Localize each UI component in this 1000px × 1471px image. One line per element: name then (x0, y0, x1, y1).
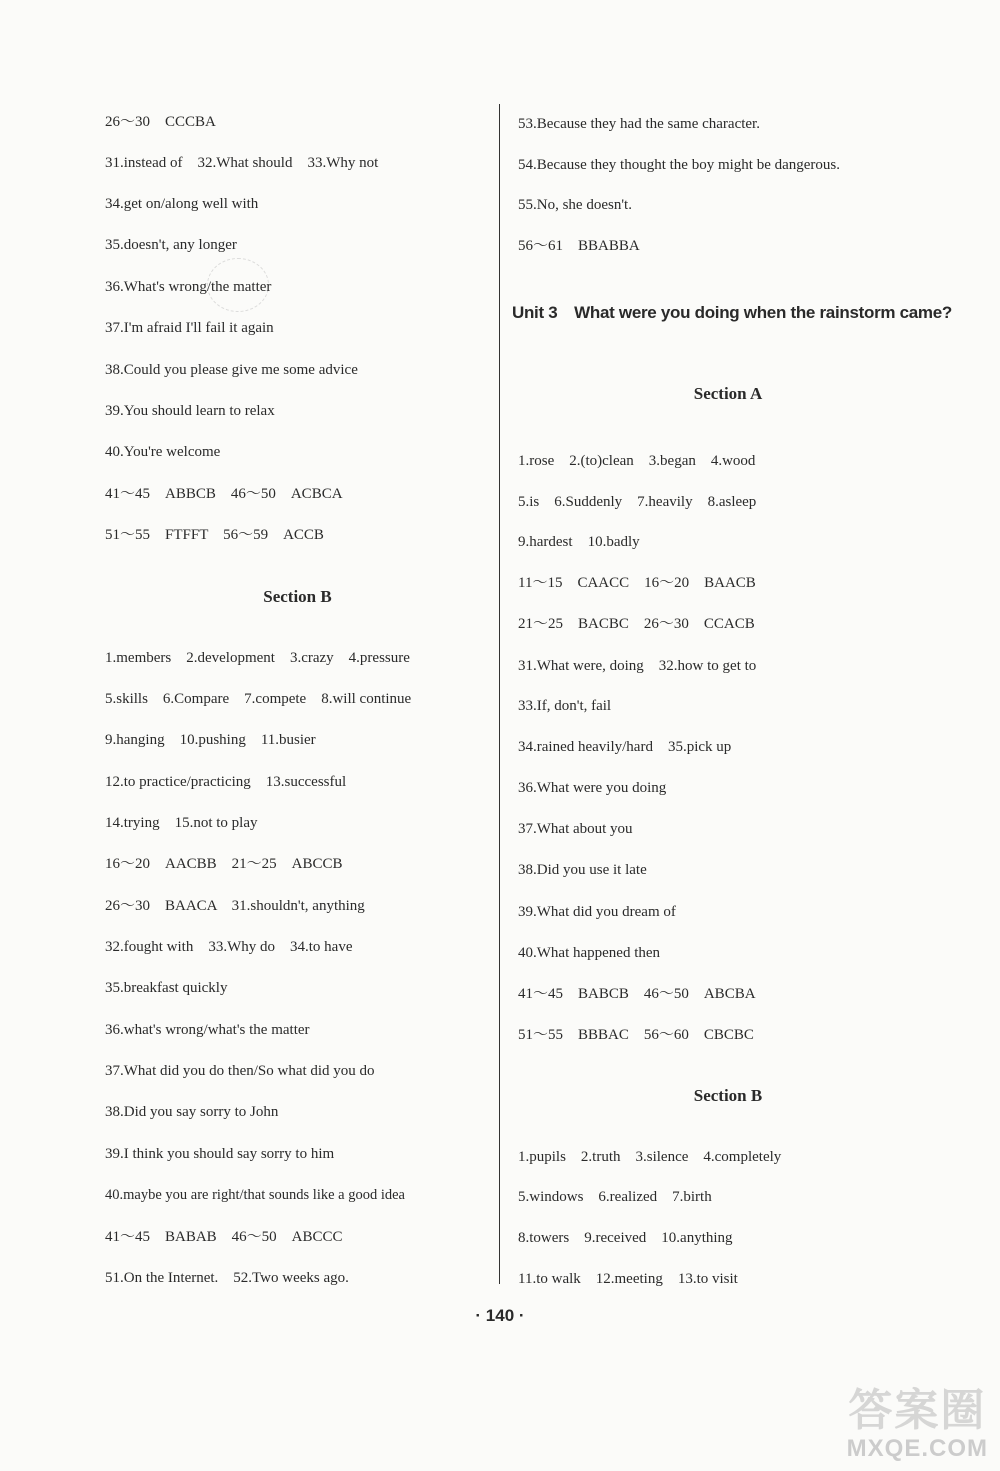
answer-line: 40.What happened then (518, 945, 661, 961)
answer-line: 8.towers 9.received 10.anything (518, 1230, 733, 1246)
answer-line: 34.rained heavily/hard 35.pick up (518, 739, 732, 755)
answer-line: 35.doesn't, any longer (105, 237, 237, 253)
answer-line: 37.I'm afraid I'll fail it again (105, 320, 274, 336)
unit-title: Unit 3 What were you doing when the rainstorm came? (512, 303, 952, 322)
answer-line: 5.windows 6.realized 7.birth (518, 1189, 712, 1205)
answer-line: 1.rose 2.(to)clean 3.began 4.wood (518, 453, 756, 469)
answer-line: 1.pupils 2.truth 3.silence 4.completely (518, 1149, 782, 1165)
answer-line: 33.If, don't, fail (518, 698, 612, 714)
answer-line: 35.breakfast quickly (105, 980, 228, 996)
section-b-heading: Section B (263, 587, 332, 606)
answer-line: 41～45 BABCB 46～50 ABCBA (518, 986, 756, 1002)
answer-line: 37.What did you do then/So what did you do (105, 1063, 375, 1079)
answer-line: 38.Did you say sorry to John (105, 1104, 279, 1120)
answer-line: 26～30 CCCBA (105, 114, 216, 130)
answer-line: 12.to practice/practicing 13.successful (105, 774, 347, 790)
answer-line: 51～55 FTFFT 56～59 ACCB (105, 527, 324, 543)
answer-line: 36.What were you doing (518, 780, 667, 796)
answer-line: 5.skills 6.Compare 7.compete 8.will continue (105, 691, 412, 707)
answer-line: 54.Because they thought the boy might be dangerous. (518, 157, 841, 173)
answer-line: 34.get on/along well with (105, 196, 259, 212)
answer-line: 16～20 AACBB 21～25 ABCCB (105, 856, 343, 872)
answer-line: 41～45 ABBCB 46～50 ACBCA (105, 486, 343, 502)
answer-line: 14.trying 15.not to play (105, 815, 258, 831)
answer-line: 37.What about you (518, 821, 633, 837)
answer-line: 11～15 CAACC 16～20 BAACB (518, 575, 756, 591)
answer-line: 56～61 BBABBA (518, 238, 640, 254)
answer-line: 40.You're welcome (105, 444, 221, 460)
answer-line: 38.Could you please give me some advice (105, 362, 358, 378)
answer-line: 1.members 2.development 3.crazy 4.pressure (105, 650, 410, 666)
answer-line: 39.You should learn to relax (105, 403, 275, 419)
answer-line: 38.Did you use it late (518, 862, 647, 878)
answer-line: 39.I think you should say sorry to him (105, 1146, 335, 1162)
watermark-logo: 答案圈 (848, 1386, 987, 1435)
answer-line: 40.maybe you are right/that sounds like a good idea (105, 1187, 405, 1203)
page-number: · 140 · (475, 1306, 525, 1325)
answer-line: 31.What were, doing 32.how to get to (518, 658, 757, 674)
answer-line: 51～55 BBBAC 56～60 CBCBC (518, 1027, 754, 1043)
answer-line: 9.hardest 10.badly (518, 534, 640, 550)
watermark (847, 1387, 988, 1463)
answer-line: 31.instead of 32.What should 33.Why not (105, 155, 379, 171)
answer-line: 21～25 BACBC 26～30 CCACB (518, 616, 755, 632)
watermark-site: MXQE.COM (846, 1435, 988, 1462)
answer-line: 41～45 BABAB 46～50 ABCCC (105, 1229, 343, 1245)
answer-line: 11.to walk 12.meeting 13.to visit (518, 1271, 738, 1287)
answer-line: 36.What's wrong/the matter (105, 279, 272, 295)
answer-line: 26～30 BAACA 31.shouldn't, anything (105, 898, 365, 914)
answer-line: 51.On the Internet. 52.Two weeks ago. (105, 1270, 349, 1286)
answer-line: 36.what's wrong/what's the matter (105, 1022, 310, 1038)
section-b-heading: Section B (693, 1086, 763, 1105)
answer-line: 55.No, she doesn't. (518, 197, 632, 213)
answer-line: 53.Because they had the same character. (518, 116, 760, 132)
column-divider (499, 104, 500, 1284)
answer-line: 5.is 6.Suddenly 7.heavily 8.asleep (518, 494, 757, 510)
answer-line: 9.hanging 10.pushing 11.busier (105, 732, 316, 748)
section-a-heading: Section A (693, 384, 763, 403)
answer-line: 32.fought with 33.Why do 34.to have (105, 939, 353, 955)
answer-line: 39.What did you dream of (518, 904, 676, 920)
